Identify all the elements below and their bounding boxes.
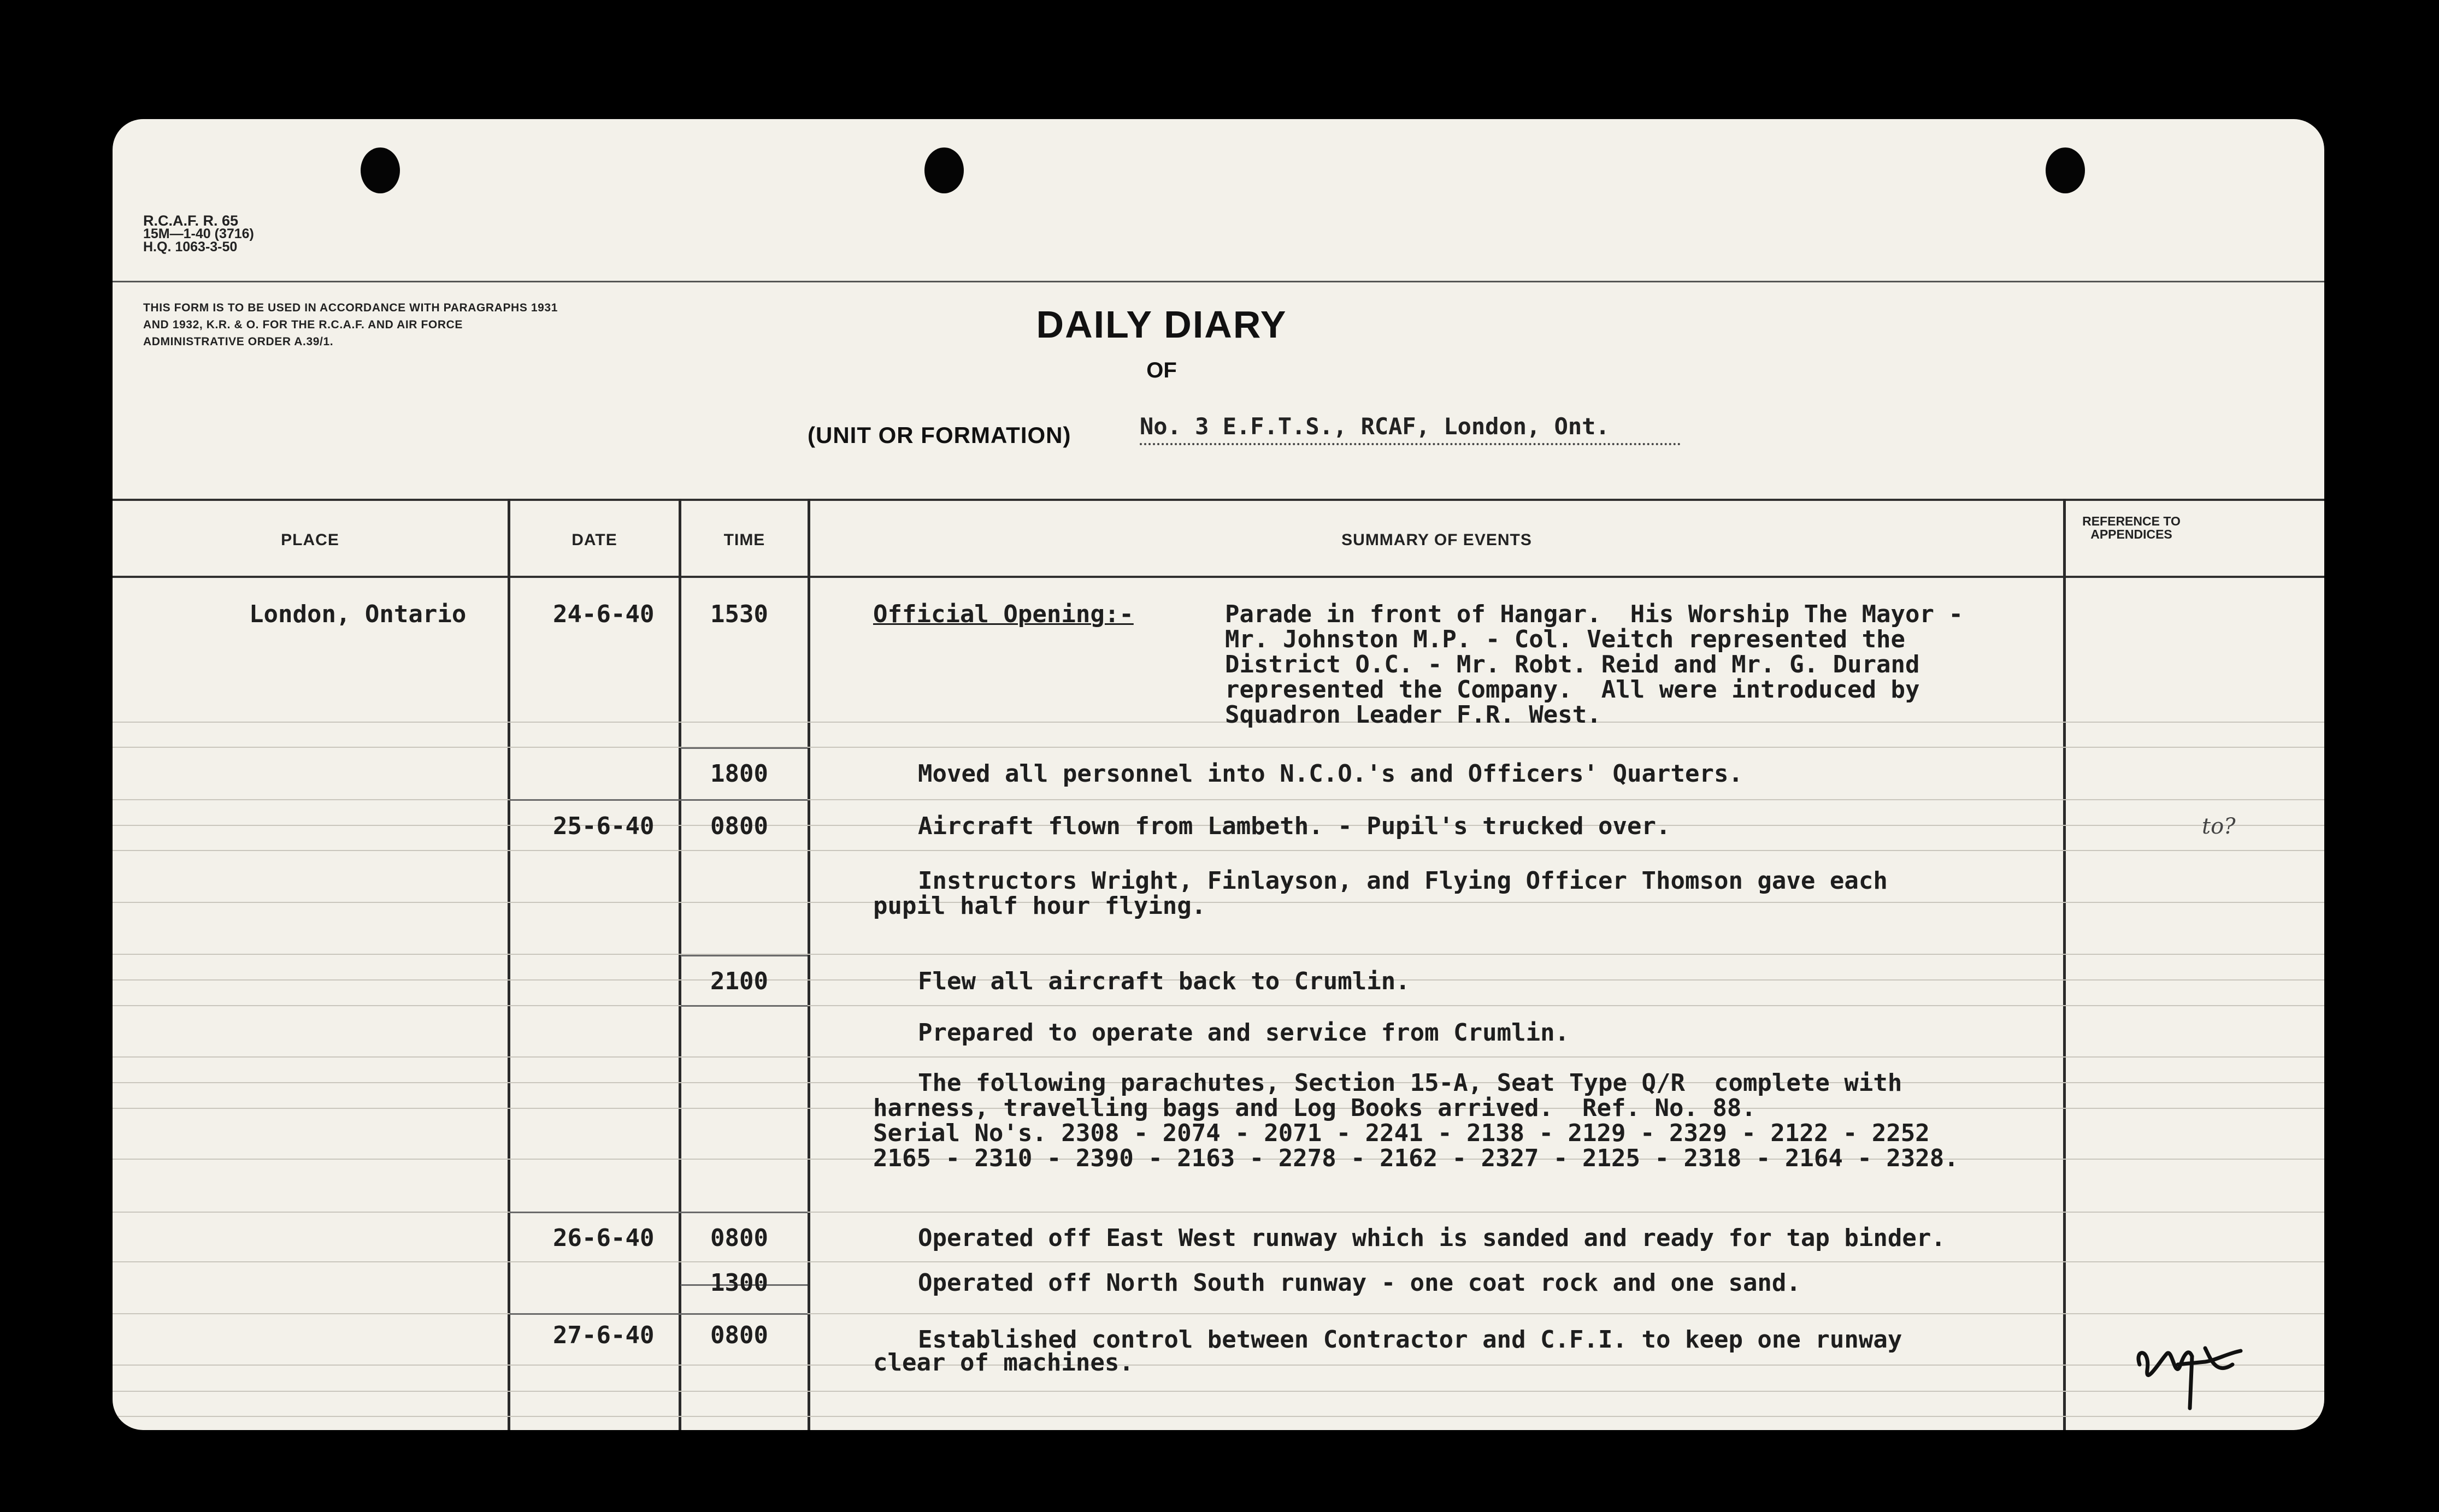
entry-line: 2165 - 2310 - 2390 - 2163 - 2278 - 2162 - 2327 - 2125 - 2318 - 2164 - 2328.	[873, 1144, 1959, 1172]
entry-line: Serial No's. 2308 - 2074 - 2071 - 2241 - 2138 - 2129 - 2329 - 2122 - 2252	[873, 1119, 1930, 1147]
column-header-summary: SUMMARY OF EVENTS	[1341, 531, 1532, 549]
ruled-line	[113, 747, 2324, 748]
ruled-line	[113, 1261, 2324, 1262]
entry-date: 24-6-40	[553, 600, 655, 628]
column-header-reference: REFERENCE TO APPENDICES	[2082, 514, 2181, 541]
entry-time: 1530	[710, 600, 768, 628]
column-header-time: TIME	[723, 531, 765, 549]
column-divider	[679, 499, 681, 1430]
column-divider	[2063, 499, 2066, 1430]
punch-hole	[361, 147, 400, 193]
ruled-line	[113, 722, 2324, 723]
table-top-border	[113, 499, 2324, 501]
entry-time: 2100	[710, 967, 768, 995]
entry-line: Squadron Leader F.R. West.	[1225, 701, 1601, 729]
entry-time: 0800	[710, 1224, 768, 1252]
entry-line: Operated off East West runway which is sanded and ready for tap binder.	[918, 1224, 1946, 1252]
entry-line: Instructors Wright, Finlayson, and Flying Officer Thomson gave each	[918, 867, 1888, 895]
cell-divider	[510, 1212, 808, 1213]
cell-divider	[510, 1313, 808, 1315]
entry-time: 1300	[710, 1269, 768, 1297]
entry-line: represented the Company. All were introduced by	[1225, 676, 1920, 704]
entry-date: 25-6-40	[553, 812, 655, 840]
entry-time: 0800	[710, 1321, 768, 1349]
entry-date: 26-6-40	[553, 1224, 655, 1252]
page-title: DAILY DIARY	[1036, 303, 1287, 346]
unit-label: (UNIT OR FORMATION)	[808, 422, 1071, 448]
ruled-line	[113, 799, 2324, 800]
entry-line: pupil half hour flying.	[873, 892, 1206, 920]
entry-line: Established control between Contractor and C.F.I. to keep one runway	[918, 1326, 1902, 1354]
ruled-line	[113, 850, 2324, 851]
entry-time: 0800	[710, 812, 768, 840]
ruled-line	[113, 1416, 2324, 1417]
ruled-line	[113, 1005, 2324, 1006]
table-header-divider	[113, 576, 2324, 578]
ruled-line	[113, 902, 2324, 903]
title-of: OF	[1146, 358, 1177, 382]
column-header-date: DATE	[572, 531, 617, 549]
entry-line: clear of machines.	[873, 1349, 1134, 1377]
column-divider	[508, 499, 510, 1430]
entry-line: harness, travelling bags and Log Books arrived. Ref. No. 88.	[873, 1094, 1756, 1122]
entry-line: The following parachutes, Section 15-A, Seat Type Q/R complete with	[918, 1069, 1902, 1097]
entry-line: Prepared to operate and service from Crumlin.	[918, 1019, 1570, 1047]
signature	[2123, 1326, 2254, 1419]
unit-value: No. 3 E.F.T.S., RCAF, London, Ont.	[1140, 413, 1681, 445]
entry-date: 27-6-40	[553, 1321, 655, 1349]
entry-heading: Official Opening:-	[873, 600, 1134, 628]
entry-line: Mr. Johnston M.P. - Col. Veitch represented the	[1225, 625, 1906, 653]
ruled-line	[113, 1391, 2324, 1392]
column-header-place: PLACE	[281, 531, 339, 549]
form-code: R.C.A.F. R. 65 15M—1-40 (3716) H.Q. 1063-3-50	[143, 212, 254, 255]
entry-line: Moved all personnel into N.C.O.'s and Officers' Quarters.	[918, 760, 1743, 788]
entry-time: 1800	[710, 760, 768, 788]
ruled-line	[113, 1365, 2324, 1366]
diary-card	[113, 119, 2324, 1430]
entry-line: Flew all aircraft back to Crumlin.	[918, 967, 1410, 995]
entry-line: Parade in front of Hangar. His Worship The Mayor -	[1225, 600, 1964, 628]
entry-place: London, Ontario	[249, 600, 467, 628]
ruled-line	[113, 1313, 2324, 1314]
entry-line: District O.C. - Mr. Robt. Reid and Mr. G. Durand	[1225, 651, 1920, 678]
ruled-line	[113, 954, 2324, 955]
column-divider	[808, 499, 810, 1430]
form-instructions: THIS FORM IS TO BE USED IN ACCORDANCE WITH PARAGRAPHS 1931 AND 1932, K.R. & O. FOR THE R.C.A.F. AND AIR FORCE ADMINISTRATIVE ORDER A.39/1.	[143, 302, 558, 348]
ruled-line	[113, 1056, 2324, 1058]
entry-line: Aircraft flown from Lambeth. - Pupil's trucked over.	[918, 812, 1671, 840]
cell-divider	[681, 955, 808, 956]
ruled-line	[113, 1212, 2324, 1213]
cell-divider	[510, 799, 808, 801]
header-divider	[113, 281, 2324, 282]
cell-divider	[681, 747, 808, 749]
cell-divider	[681, 1005, 808, 1007]
entry-reference: to?	[2202, 814, 2236, 839]
punch-hole	[2046, 147, 2085, 193]
entry-line: Operated off North South runway - one coat rock and one sand.	[918, 1269, 1801, 1297]
punch-hole	[924, 147, 964, 193]
